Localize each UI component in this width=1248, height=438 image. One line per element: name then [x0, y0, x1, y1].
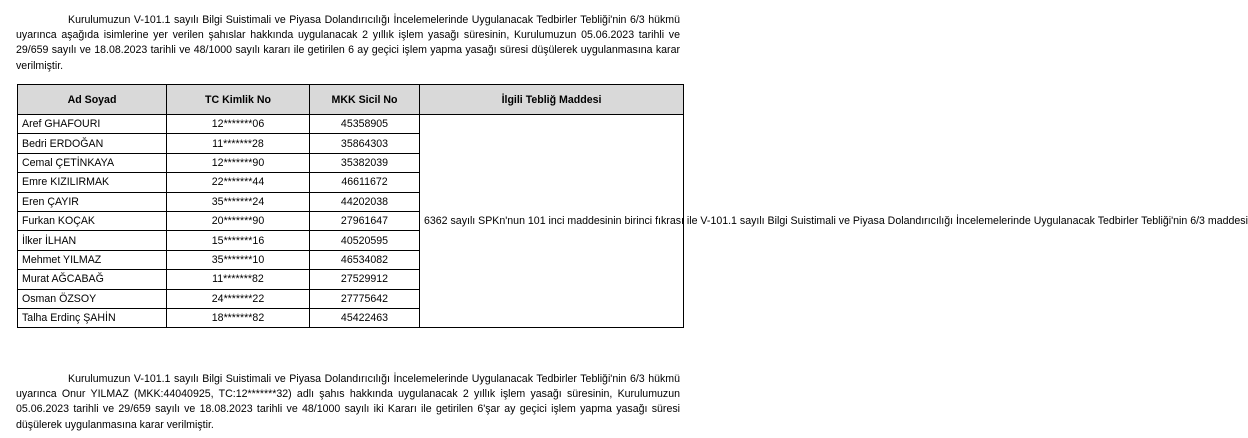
person-name: Mehmet YILMAZ: [18, 250, 167, 269]
person-name: Furkan KOÇAK: [18, 211, 167, 230]
header-ad-soyad: Ad Soyad: [18, 85, 167, 115]
tc-kimlik-no: 35*******10: [167, 250, 310, 269]
table-header-row: [18, 85, 684, 115]
mkk-sicil-no: 45422463: [310, 308, 420, 327]
closing-paragraph: Kurulumuzun V-101.1 sayılı Bilgi Suistimali ve Piyasa Dolandırıcılığı İncelemelerinde Uygulanacak Tedbirler Tebliği'nin 6/3 hükmü uyarınca Onur YILMAZ (MKK:44040925, TC:12*******32) adlı şahıs hakkında uygulanacak 2 yıllık işlem yasağı süresinin, Kurulumuzun 05.06.2023 tarihli ve 29/659 sayılı ve 18.08.2023 tarihli ve 48/1000 sayılı iki Kararı ile getirilen 6'şar ay geçici işlem yapma yasağı süresi düşülerek uygulanmasına karar verilmiştir.: [16, 372, 680, 431]
person-name: İlker İLHAN: [18, 231, 167, 250]
header-ilgili-teblig-maddesi: İlgili Tebliğ Maddesi: [420, 85, 684, 115]
sanctions-table: [17, 84, 1248, 328]
tc-kimlik-no: 11*******82: [167, 270, 310, 289]
intro-paragraph: Kurulumuzun V-101.1 sayılı Bilgi Suistimali ve Piyasa Dolandırıcılığı İncelemelerinde Uygulanacak Tedbirler Tebliği'nin 6/3 hükmü uyarınca aşağıda isimlerine yer verilen şahıslar hakkında uygulanacak 2 yıllık işlem yasağı süresinin, Kurulumuzun 05.06.2023 tarihli ve 29/659 sayılı ve 18.08.2023 tarihli ve 48/1000 sayılı kararı ile getirilen 6 ay geçici işlem yapma yasağı süresi düşülerek uygulanmasına karar verilmiştir.: [16, 13, 680, 72]
tc-kimlik-no: 20*******90: [167, 211, 310, 230]
mkk-sicil-no: 46534082: [310, 250, 420, 269]
person-name: Bedri ERDOĞAN: [18, 134, 167, 153]
tc-kimlik-no: 22*******44: [167, 173, 310, 192]
mkk-sicil-no: 27529912: [310, 270, 420, 289]
tc-kimlik-no: 12*******90: [167, 153, 310, 172]
person-name: Osman ÖZSOY: [18, 289, 167, 308]
person-name: Aref GHAFOURI: [18, 115, 167, 134]
tc-kimlik-no: 15*******16: [167, 231, 310, 250]
person-name: Talha Erdinç ŞAHİN: [18, 308, 167, 327]
person-name: Murat AĞCABAĞ: [18, 270, 167, 289]
mkk-sicil-no: 27961647: [310, 211, 420, 230]
mkk-sicil-no: 46611672: [310, 173, 420, 192]
mkk-sicil-no: 44202038: [310, 192, 420, 211]
mkk-sicil-no: 35864303: [310, 134, 420, 153]
tc-kimlik-no: 11*******28: [167, 134, 310, 153]
person-name: Emre KIZILIRMAK: [18, 173, 167, 192]
tc-kimlik-no: 12*******06: [167, 115, 310, 134]
person-name: Cemal ÇETİNKAYA: [18, 153, 167, 172]
person-name: Eren ÇAYIR: [18, 192, 167, 211]
ilgili-teblig-maddesi: 6362 sayılı SPKn'nun 101 inci maddesinin birinci fıkrası ile V-101.1 sayılı Bilgi Suistimali ve Piyasa Dolandırıcılığı İncelemelerinde Uygulanacak Tedbirler Tebliği'nin 6/3 maddesi: [420, 115, 684, 328]
table-row: [18, 115, 684, 134]
header-mkk-sicil-no: MKK Sicil No: [310, 85, 420, 115]
mkk-sicil-no: 27775642: [310, 289, 420, 308]
mkk-sicil-no: 40520595: [310, 231, 420, 250]
tc-kimlik-no: 24*******22: [167, 289, 310, 308]
tc-kimlik-no: 18*******82: [167, 308, 310, 327]
header-tc-kimlik-no: TC Kimlik No: [167, 85, 310, 115]
mkk-sicil-no: 35382039: [310, 153, 420, 172]
tc-kimlik-no: 35*******24: [167, 192, 310, 211]
mkk-sicil-no: 45358905: [310, 115, 420, 134]
